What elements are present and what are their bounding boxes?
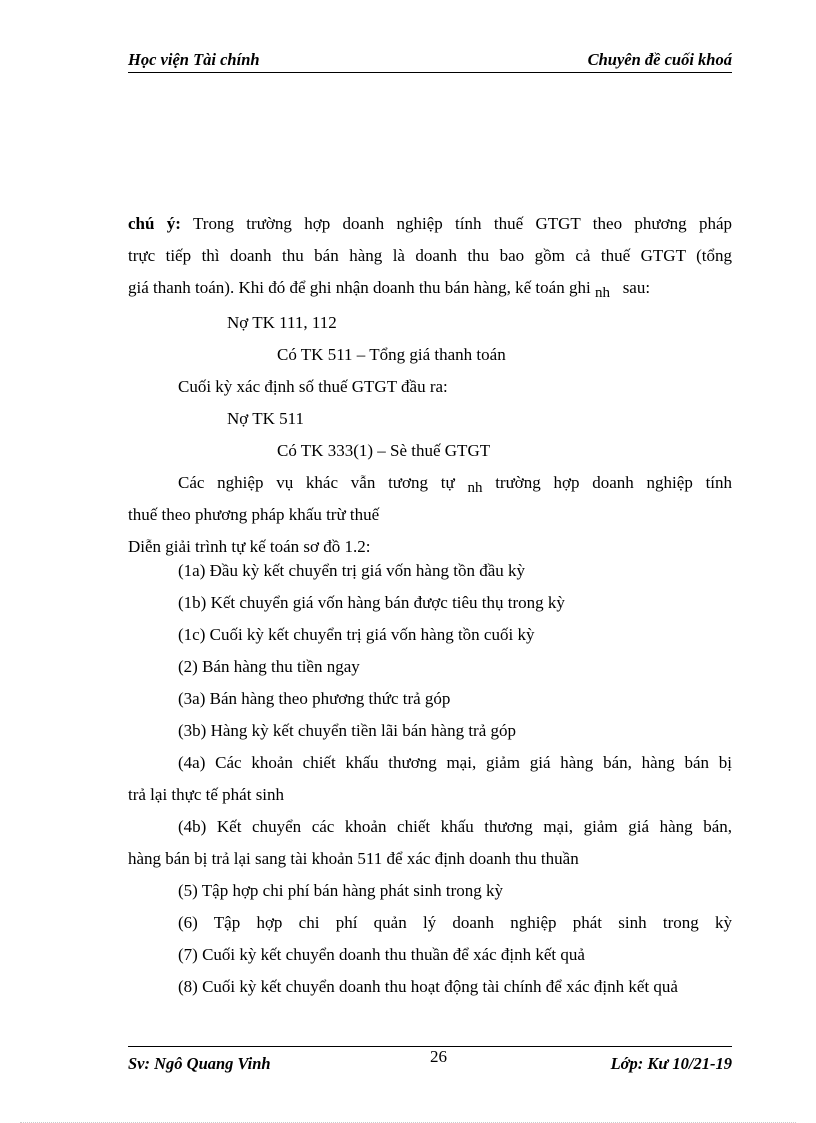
list-item: (3b) Hàng kỳ kết chuyển tiền lãi bán hàng trả góp bbox=[178, 721, 517, 740]
paragraph-4: Diễn giải trình tự kế toán sơ đồ 1.2: bbox=[128, 537, 371, 556]
p3-line1b: trường hợp doanh nghiệp tính bbox=[495, 473, 733, 492]
item-4a-line-2: trả lại thực tế phát sinh bbox=[128, 785, 285, 804]
list-item: (2) Bán hàng thu tiền ngay bbox=[178, 657, 360, 676]
entry2-credit: Có TK 333(1) – Sè thuế GTGT bbox=[277, 441, 491, 460]
page-number: 26 bbox=[430, 1047, 447, 1066]
p1-line3-sub: nh bbox=[594, 285, 610, 301]
paragraph-1-line-1 bbox=[128, 213, 732, 235]
list-item: (1c) Cuối kỳ kết chuyển trị giá vốn hàng tồn cuối kỳ bbox=[178, 625, 535, 644]
note-label: chú ý: bbox=[128, 214, 181, 233]
paragraph-1-line-2: trực tiếp thì doanh thu bán hàng là doanh thu bao gồm cả thuế GTGT (tổng bbox=[128, 246, 732, 265]
paragraph-1-line-3 bbox=[128, 277, 650, 300]
footer-right: Lớp: K‍ư 10/21-19 bbox=[610, 1054, 732, 1073]
header-right: Chuyên đề cuối khoá bbox=[587, 50, 732, 69]
entry1-credit: Có TK 511 – Tổng giá thanh toán bbox=[277, 345, 506, 364]
header-rule bbox=[128, 72, 732, 73]
paragraph-2: Cuối kỳ xác định số thuế GTGT đầu ra: bbox=[178, 377, 448, 396]
p1-line1-text: Trong trường hợp doanh nghiệp tính thuế GTGT theo phương pháp bbox=[193, 214, 733, 233]
item-5: (5) Tập hợp chi phí bán hàng phát sinh trong kỳ bbox=[178, 881, 504, 900]
entry1-debit: Nợ TK 111, 112 bbox=[227, 313, 337, 332]
item-7: (7) Cuối kỳ kết chuyển doanh thu thuần để xác định kết quả bbox=[178, 945, 585, 964]
p1-line3a: giá thanh toán). Khi đó để ghi nhận doanh thu bán hàng, kế toán ghi bbox=[128, 278, 591, 297]
list-item: (1b) Kết chuyển giá vốn hàng bán được tiêu thụ trong kỳ bbox=[178, 593, 565, 612]
item-6: (6) Tập hợp chi phí quản lý doanh nghiệp phát sinh trong kỳ bbox=[178, 913, 732, 932]
list-item: (1a) Đầu kỳ kết chuyển trị giá vốn hàng tồn đầu kỳ bbox=[178, 561, 525, 580]
item-4a-line-1: (4a) Các khoản chiết khấu thương mại, giảm giá hàng bán, hàng bán bị bbox=[178, 753, 732, 772]
p3-line1-sub: nh bbox=[467, 480, 483, 496]
paragraph-3-line-1 bbox=[178, 472, 732, 495]
footer-left: Sv: Ngô Quang Vinh bbox=[128, 1054, 271, 1073]
p3-line1a: Các nghiệp vụ khác vẫn tương tự bbox=[178, 473, 455, 492]
list-item: (3a) Bán hàng theo phương thức trả góp bbox=[178, 689, 451, 708]
item-8: (8) Cuối kỳ kết chuyển doanh thu hoạt động tài chính để xác định kết quả bbox=[178, 977, 678, 996]
paragraph-3-line-2: thuế theo phương pháp khấu trừ thuế bbox=[128, 505, 380, 524]
page-header bbox=[128, 50, 732, 72]
header-left: Học viện Tài chính bbox=[128, 50, 260, 69]
p1-line3b: sau: bbox=[622, 278, 651, 297]
entry2-debit: Nợ TK 511 bbox=[227, 409, 304, 428]
item-4b-line-1: (4b) Kết chuyển các khoản chiết khấu thương mại, giảm giá hàng bán, bbox=[178, 817, 732, 836]
item-4b-line-2: hàng bán bị trả lại sang tài khoản 511 để xác định doanh thu thuần bbox=[128, 849, 579, 868]
